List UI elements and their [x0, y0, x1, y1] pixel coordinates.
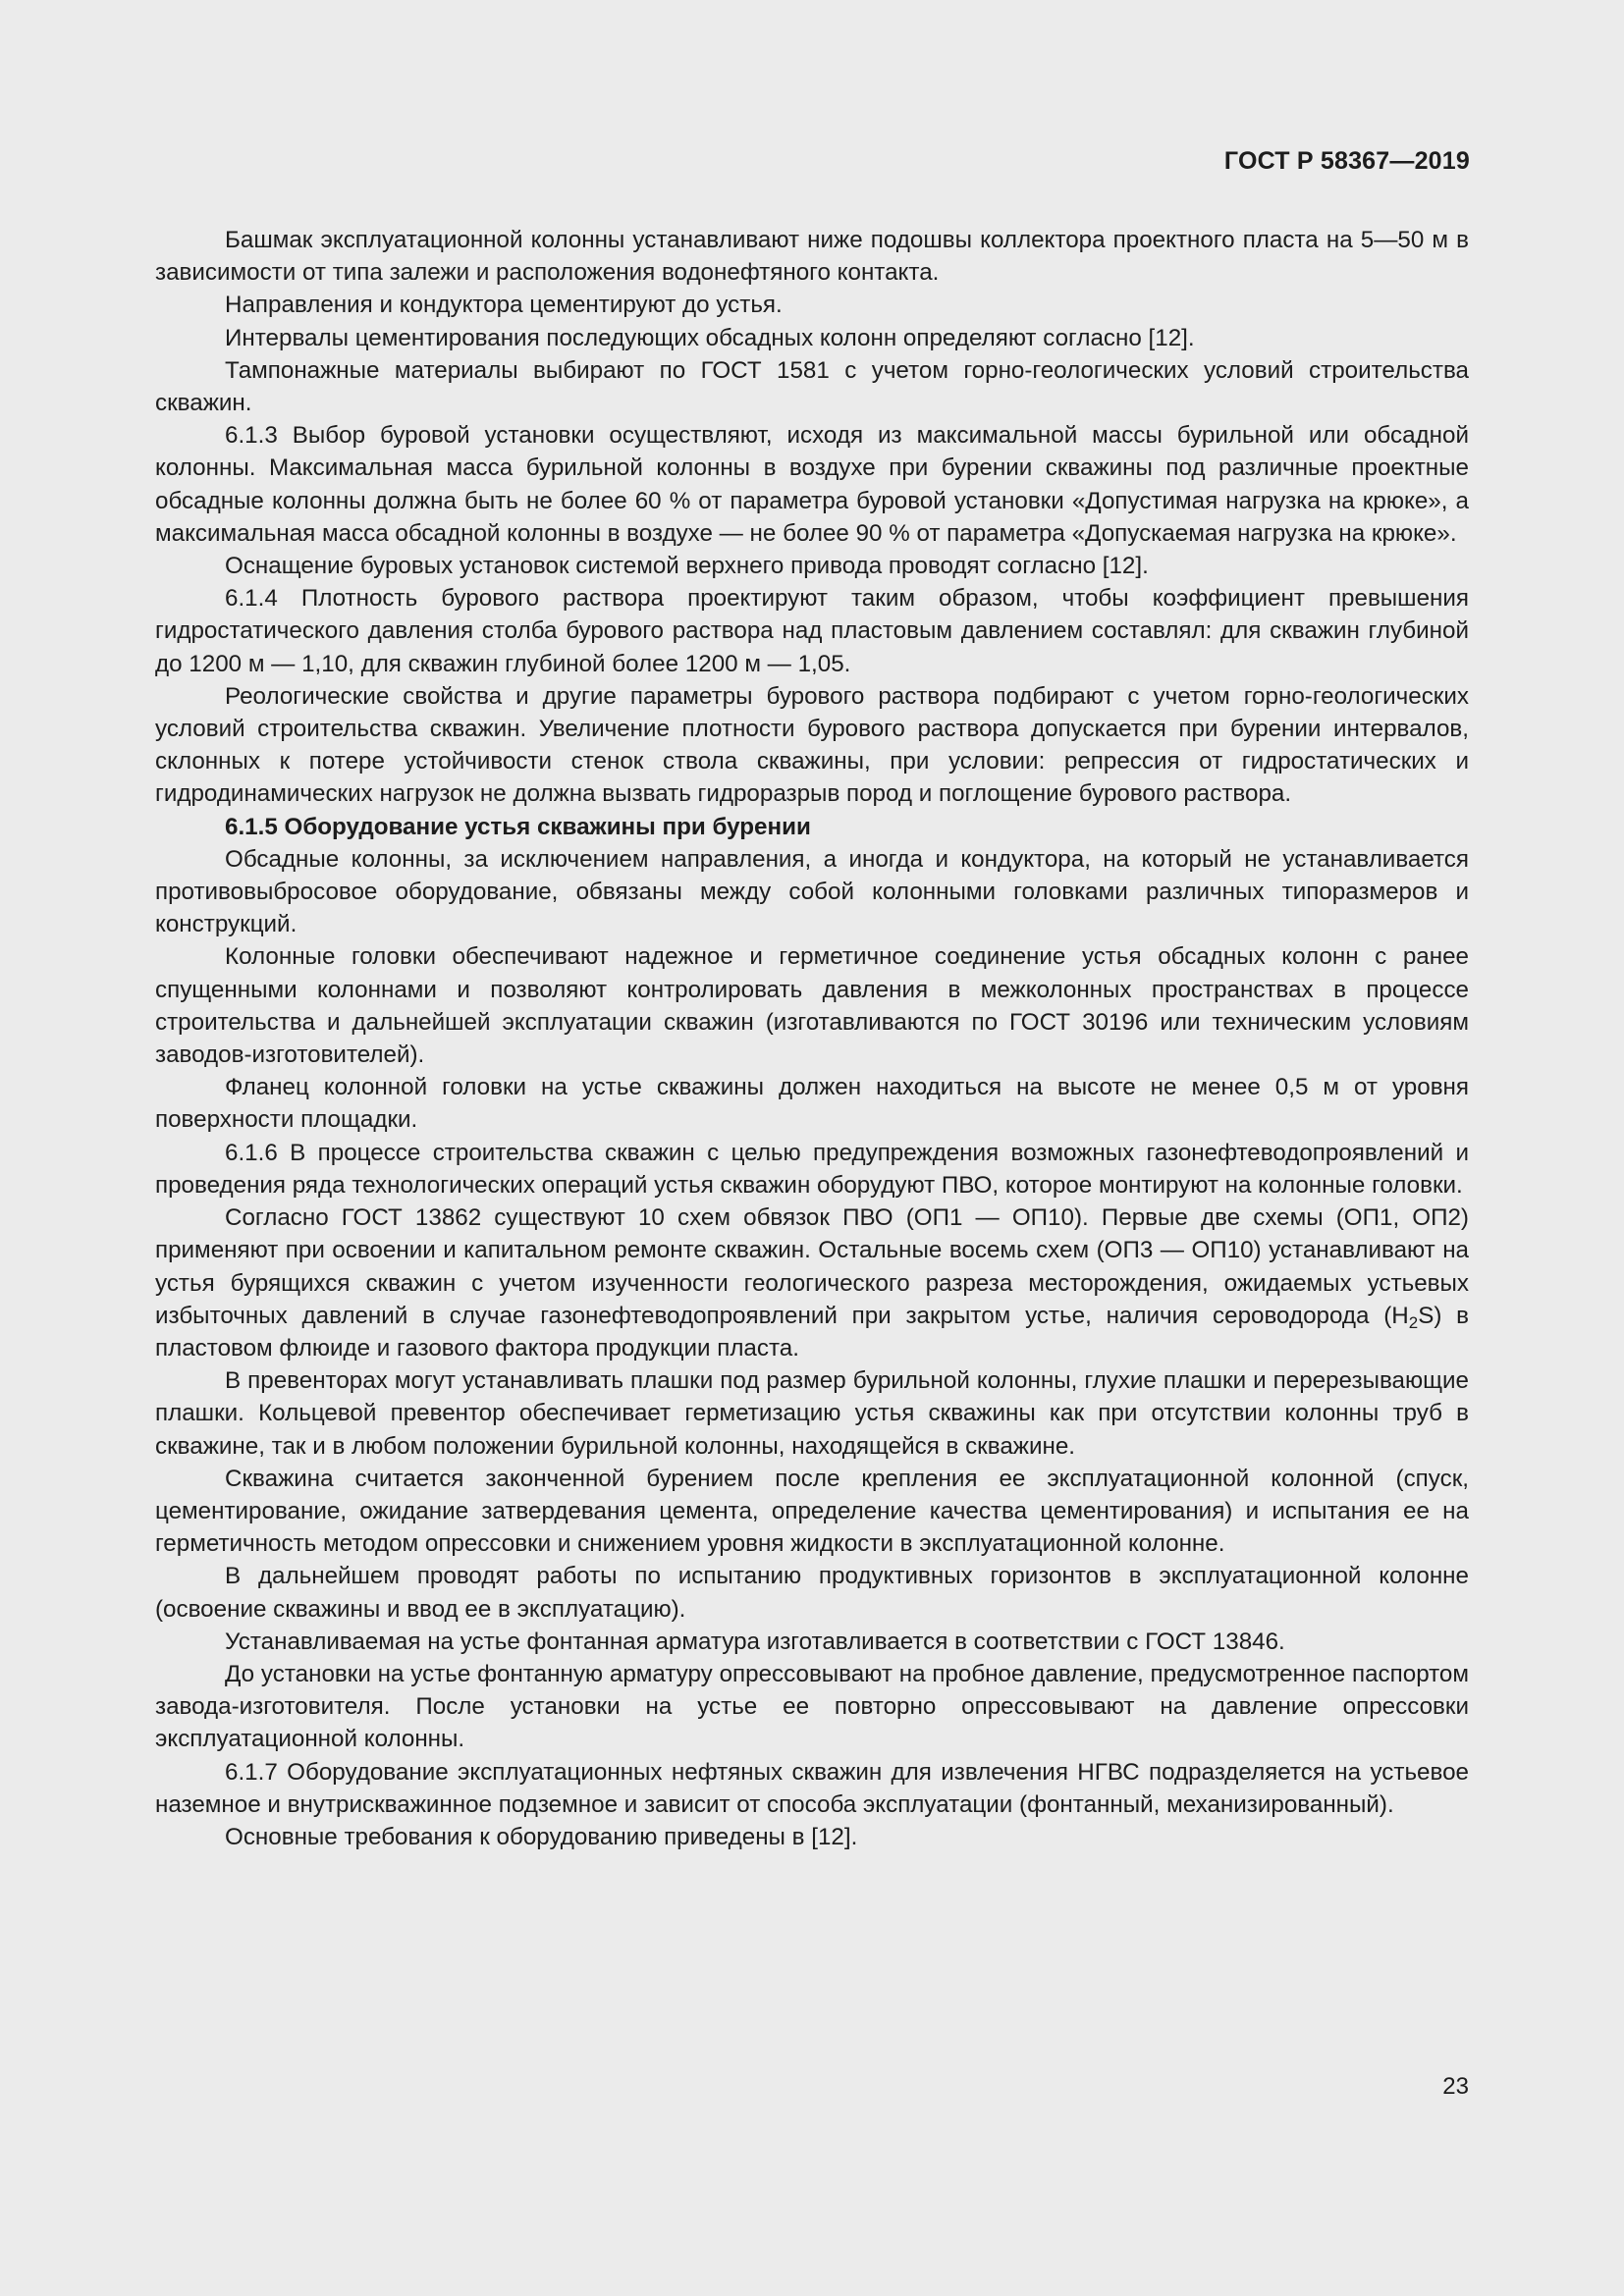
paragraph: Колонные головки обеспечивают надежное и герметичное соединение устья обсадных колонн с ранее спущенными колоннами и позволяют контролировать давления в межколонных пространствах в процессе строительства и дальнейшей эксплуатации скважин (изготавливаются по ГОСТ 30196 или техническим условиям заводов-изготовителей).	[155, 943, 1469, 1069]
paragraph: В превенторах могут устанавливать плашки под размер бурильной колонны, глухие плашки и перерезывающие плашки. Кольцевой превентор обеспечивает герметизацию устья скважины как при отсутствии колонны труб в скважине, так и в любом положении бурильной колонны, находящейся в скважине.	[155, 1367, 1469, 1460]
section-heading: 6.1.5 Оборудование устья скважины при бурении	[225, 813, 811, 840]
paragraph: 6.1.4 Плотность бурового раствора проектируют таким образом, чтобы коэффициент превышения гидростатического давления столба бурового раствора над пластовым давлением составлял: для скважин глубиной до 1200 м — 1,10, для скважин глубиной более 1200 м — 1,05.	[155, 585, 1469, 677]
paragraph: Башмак эксплуатационной колонны устанавливают ниже подошвы коллектора проектного пласта на 5—50 м в зависимости от типа залежи и расположения водонефтяного контакта.	[155, 227, 1469, 287]
document-code-header: ГОСТ Р 58367—2019	[1223, 147, 1470, 175]
page-number: 23	[1442, 2073, 1469, 2100]
paragraph-text: S) в пластовом флюиде и газового фактора продукции пласта.	[155, 1302, 1469, 1362]
paragraph: В дальнейшем проводят работы по испытанию продуктивных горизонтов в эксплуатационной колонне (освоение скважины и ввод ее в эксплуатацию).	[155, 1563, 1469, 1623]
paragraph: Фланец колонной головки на устье скважины должен находиться на высоте не менее 0,5 м от уровня поверхности площадки.	[155, 1074, 1469, 1134]
paragraph: Реологические свойства и другие параметры бурового раствора подбирают с учетом горно-геологических условий строительства скважин. Увеличение плотности бурового раствора допускается при бурении интервалов, склонных к потере устойчивости стенок ствола скважины, при условии: репрессия от гидростатических и гидродинамических нагрузок не должна вызвать гидроразрыв пород и поглощение бурового раствора.	[155, 682, 1469, 808]
paragraph: Оснащение буровых установок системой верхнего привода проводят согласно [12].	[225, 553, 1149, 580]
body-text	[155, 224, 1469, 1853]
subscript: 2	[1408, 1312, 1419, 1332]
paragraph-text: Согласно ГОСТ 13862 существуют 10 схем обвязок ПВО (ОП1 — ОП10). Первые две схемы (ОП1, ОП2) применяют при освоении и капитальном ремонте скважин. Остальные восемь схем (ОП3 — ОП10) устанавливают на устья бурящихся скважин с учетом изученности геологического разреза месторождения, ожидаемых устьевых избыточных давлений в случае газонефтеводопроявлений при закрытом устье, наличия сероводорода (H	[155, 1204, 1469, 1329]
paragraph: Направления и кондуктора цементируют до устья.	[225, 292, 783, 319]
paragraph: Устанавливаемая на устье фонтанная арматура изготавливается в соответствии с ГОСТ 13846.	[225, 1628, 1285, 1655]
paragraph: Скважина считается законченной бурением после крепления ее эксплуатационной колонной (спуск, цементирование, ожидание затвердевания цемента, определение качества цементирования) и испытания ее на герметичность методом опрессовки и снижением уровня жидкости в эксплуатационной колонне.	[155, 1465, 1469, 1558]
paragraph: 6.1.7 Оборудование эксплуатационных нефтяных скважин для извлечения НГВС подразделяется на устьевое наземное и внутрискважинное подземное и зависит от способа эксплуатации (фонтанный, механизированный).	[155, 1758, 1469, 1818]
paragraph: Основные требования к оборудованию приведены в [12].	[225, 1823, 858, 1850]
paragraph: Тампонажные материалы выбирают по ГОСТ 1581 с учетом горно-геологических условий строительства скважин.	[155, 356, 1469, 417]
paragraph	[155, 1201, 1469, 1364]
paragraph: 6.1.6 В процессе строительства скважин с целью предупреждения возможных газонефтеводопроявлений и проведения ряда технологических операций устья скважин оборудуют ПВО, которое монтируют на колонные головки.	[155, 1139, 1469, 1199]
paragraph: Интервалы цементирования последующих обсадных колонн определяют согласно [12].	[225, 324, 1195, 351]
paragraph: Обсадные колонны, за исключением направления, а иногда и кондуктора, на который не устанавливается противовыбросовое оборудование, обвязаны между собой колонными головками различных типоразмеров и конструкций.	[155, 845, 1469, 938]
paragraph: 6.1.3 Выбор буровой установки осуществляют, исходя из максимальной массы бурильной или обсадной колонны. Максимальная масса бурильной колонны в воздухе при бурении скважины под различные проектные обсадные колонны должна быть не более 60 % от параметра буровой установки «Допустимая нагрузка на крюке», а максимальная масса обсадной колонны в воздухе — не более 90 % от параметра «Допускаемая нагрузка на крюке».	[155, 422, 1469, 547]
paragraph: До установки на устье фонтанную арматуру опрессовывают на пробное давление, предусмотренное паспортом завода-изготовителя. После установки на устье ее повторно опрессовывают на давление опрессовки эксплуатационной колонны.	[155, 1660, 1469, 1753]
